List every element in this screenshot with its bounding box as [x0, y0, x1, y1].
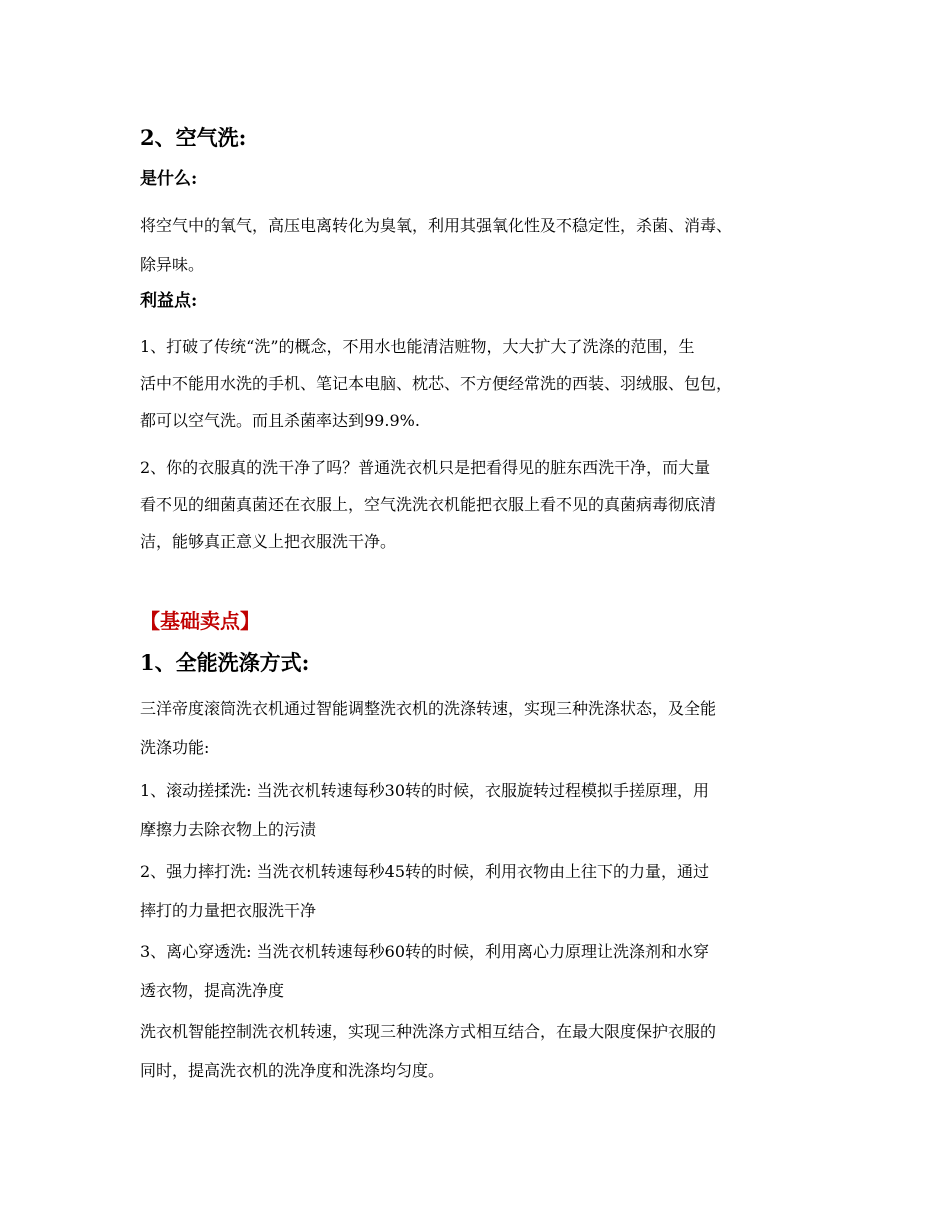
paragraph-line: 看不见的细菌真菌还在衣服上，空气洗洗衣机能把衣服上看不见的真菌病毒彻底清 — [140, 495, 717, 514]
paragraph-line: 除异味。 — [140, 255, 205, 274]
paragraph-line: 1、滚动搓揉洗: 当洗衣机转速每秒30转的时候，衣服旋转过程模拟手搓原理，用 — [140, 781, 710, 800]
benefit-2-paragraph — [140, 449, 830, 560]
paragraph-line: 洗涤功能: — [140, 738, 210, 757]
paragraph-line: 摔打的力量把衣服洗干净 — [140, 901, 317, 920]
paragraph-line: 透衣物，提高洗净度 — [140, 981, 285, 1000]
paragraph-line: 洁，能够真正意义上把衣服洗干净。 — [140, 532, 397, 551]
air-wash-heading: 2、空气洗: — [140, 125, 247, 150]
intro-paragraph — [140, 689, 830, 767]
all-round-wash-heading: 1、全能洗涤方式: — [140, 650, 310, 675]
wash-mode-1-paragraph — [140, 771, 830, 849]
benefit-1-paragraph — [140, 328, 830, 439]
paragraph-line: 2、你的衣服真的洗干净了吗？普通洗衣机只是把看得见的脏东西洗干净，而大量 — [140, 458, 711, 477]
paragraph-line: 三洋帝度滚筒洗衣机通过智能调整洗衣机的洗涤转速，实现三种洗涤状态，及全能 — [140, 699, 717, 718]
wash-mode-3-paragraph — [140, 932, 830, 1010]
paragraph-line: 都可以空气洗。而且杀菌率达到99.9%. — [140, 411, 420, 430]
paragraph-line: 将空气中的氧气，高压电离转化为臭氧，利用其强氧化性及不稳定性，杀菌、消毒、 — [140, 216, 733, 235]
summary-paragraph — [140, 1012, 830, 1090]
paragraph-line: 2、强力摔打洗: 当洗衣机转速每秒45转的时候，利用衣物由上往下的力量，通过 — [140, 862, 710, 881]
benefit-label: 利益点: — [140, 291, 198, 311]
wash-mode-2-paragraph — [140, 852, 830, 930]
paragraph-line: 洗衣机智能控制洗衣机转速，实现三种洗涤方式相互结合，在最大限度保护衣服的 — [140, 1022, 717, 1041]
paragraph-line: 3、离心穿透洗: 当洗衣机转速每秒60转的时候，利用离心力原理让洗涤剂和水穿 — [140, 942, 710, 961]
basic-selling-points-title: 【基础卖点】 — [140, 609, 260, 633]
what-is-paragraph — [140, 206, 830, 284]
paragraph-line: 1、打破了传统“洗”的概念，不用水也能清洁赃物，大大扩大了洗涤的范围，生 — [140, 337, 695, 356]
what-is-label: 是什么: — [140, 169, 198, 189]
paragraph-line: 同时，提高洗衣机的洗净度和洗涤均匀度。 — [140, 1061, 445, 1080]
paragraph-line: 活中不能用水洗的手机、笔记本电脑、枕芯、不方便经常洗的西装、羽绒服、包包， — [140, 374, 733, 393]
paragraph-line: 摩擦力去除衣物上的污渍 — [140, 820, 317, 839]
